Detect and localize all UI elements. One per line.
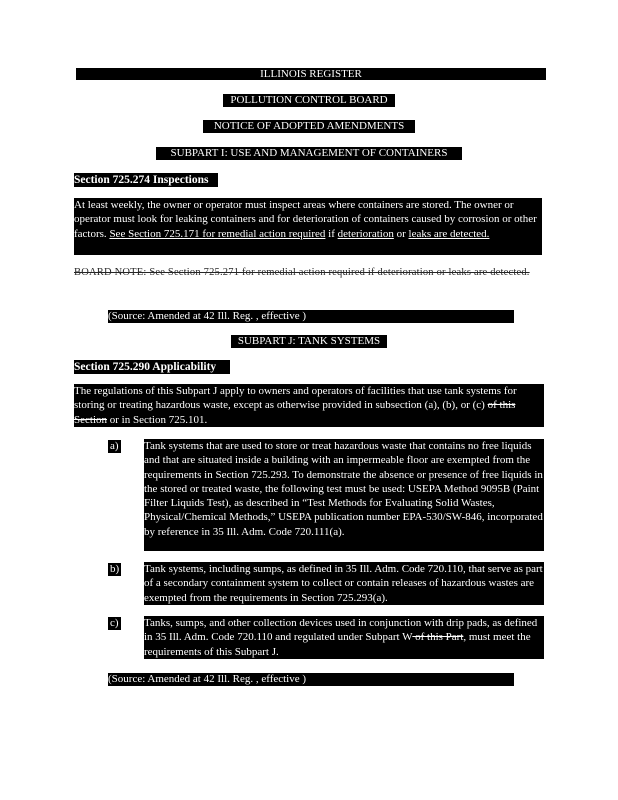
section-290-intro-b: or in Section 725.101. — [107, 413, 208, 426]
subpart-i-title: SUBPART I: USE AND MANAGEMENT OF CONTAINERS — [156, 147, 462, 160]
item-b-text: Tank systems, including sumps, as defined in 35 Ill. Adm. Code 720.110, that serve as part of a secondary containment system to collect or contain releases of hazardous wastes are exempted from the requirements in Section 725.293(a). — [144, 563, 543, 604]
section-274-text-a: At least weekly, the owner or operator must inspect areas where containers are stored. The owner or operator must look for leaking containers and for deterioration of containers caused by corrosion or other factors. — [74, 199, 537, 240]
item-b-label: b) — [110, 563, 120, 575]
register-banner — [76, 68, 546, 80]
item-a-label: a) — [110, 440, 119, 452]
board-note-struck: BOARD NOTE: See Section 725.271 for remedial action required if deterioration or leaks are detected. — [74, 267, 530, 278]
section-290-intro — [74, 384, 544, 427]
source-274-text: (Source: Amended at 42 Ill. Reg. , effective ) — [108, 310, 307, 322]
section-290-heading: Section 725.290 Applicability — [74, 360, 230, 374]
section-274-text-b: See Section 725.171 for remedial action required — [109, 227, 326, 240]
register-title: ILLINOIS REGISTER — [260, 68, 362, 80]
section-274-text-f: leaks are detected. — [408, 227, 490, 240]
section-290-intro-a: The regulations of this Subpart J apply to owners and operators of facilities that use tank systems for storing or treating hazardous waste, except as otherwise provided in subsection (a), (b), or (c) — [74, 385, 517, 412]
section-274-text-d: deterioration — [337, 227, 394, 240]
item-c-text — [144, 616, 544, 659]
item-a-text: Tank systems that are used to store or treat hazardous waste that contains no free liquids and that are situated inside a building with an impermeable floor are exempted from the requirements in Section 725.293. To demonstrate the absence or presence of free liquids in the stored or treated waste, the following test must be used: USEPA Method 9095B (Paint Filter Liquids Test), as described in “Test Methods for Evaluating Solid Wastes, Physical/Chemical Methods,” USEPA publication number EPA-530/SW-846, incorporated by reference in 35 Ill. Adm. Code 720.111(a). — [144, 439, 544, 551]
item-c-text-strike: of this Part — [412, 631, 464, 644]
section-274-text-c: if — [325, 227, 338, 240]
section-290-intro-strike: of this Section — [74, 399, 516, 426]
item-c-label: c) — [110, 617, 119, 629]
notice-title: NOTICE OF ADOPTED AMENDMENTS — [203, 120, 415, 133]
section-274-text-e: or — [393, 227, 409, 240]
section-274-text — [74, 198, 542, 255]
section-274-heading: Section 725.274 Inspections — [74, 173, 218, 187]
source-290-text: (Source: Amended at 42 Ill. Reg. , effective ) — [108, 673, 307, 685]
source-290 — [108, 673, 514, 686]
item-c-text-b: , must meet the requirements of this Subpart J. — [144, 631, 531, 658]
source-274 — [108, 310, 514, 323]
board-title: POLLUTION CONTROL BOARD — [223, 94, 395, 107]
subpart-j-title: SUBPART J: TANK SYSTEMS — [231, 335, 387, 348]
item-c-text-a: Tanks, sumps, and other collection devices used in conjunction with drip pads, as defined in 35 Ill. Adm. Code 720.110 and regulated under Subpart W — [144, 617, 538, 644]
